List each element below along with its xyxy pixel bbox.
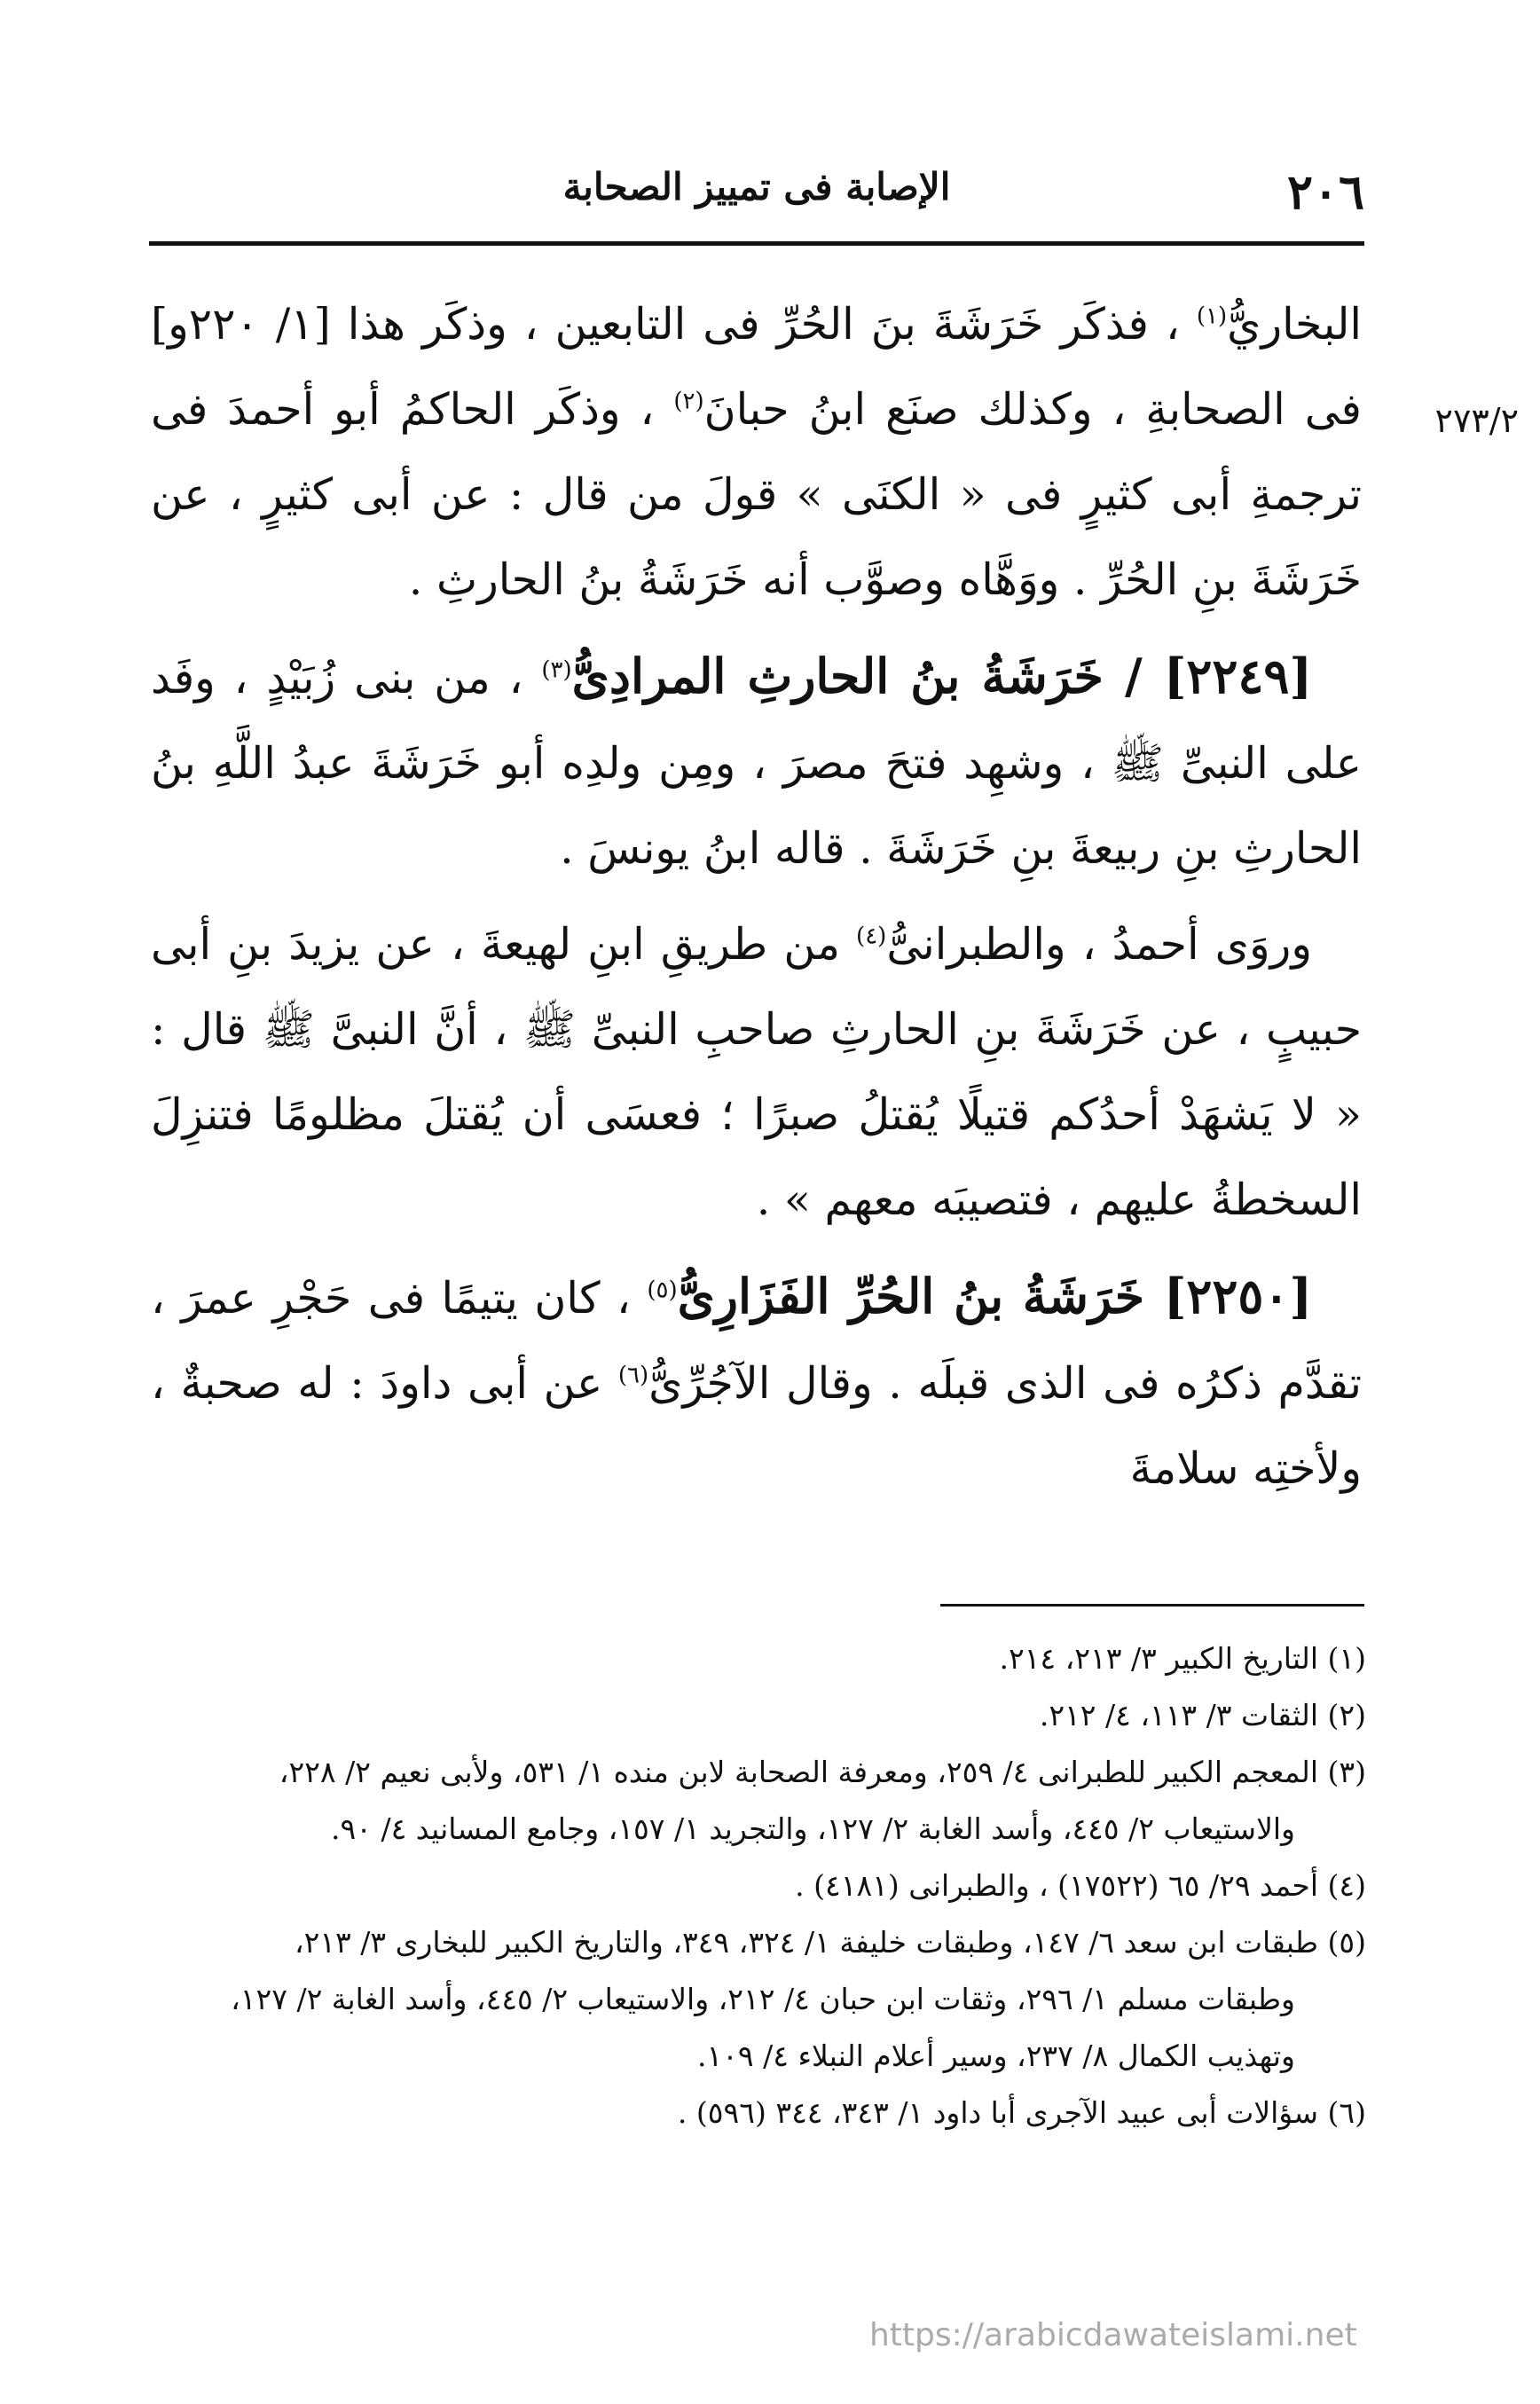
footnote-ref[interactable]: (٤)	[856, 923, 887, 950]
footnote-label: (٦)	[1327, 2095, 1366, 2130]
footnote-text: المعجم الكبير للطبرانى ٤/ ٢٥٩، ومعرفة الصحابة لابن منده ١/ ٥٣١، ولأبى نعيم ٢/ ٢٢٨،	[279, 1755, 1319, 1789]
text-run: ، وذكَر الحاكمُ أبو أحمدَ فى ترجمةِ أبى كثيرٍ فى « الكنَى » قولَ من قال : عن أبى كثيرٍ ، عن خَرَشَةَ بنِ الحُرِّ . ووَهَّاه وصوَّب أنه خَرَشَةُ بنُ الحارثِ .	[151, 384, 1362, 605]
footnote-ref[interactable]: (٦)	[617, 1362, 649, 1389]
footnotes	[151, 1630, 1366, 2141]
page-number: ٢٠٦	[1286, 163, 1364, 220]
footnote-text: وتهذيب الكمال ٨/ ٢٣٧، وسير أعلام النبلاء ٤/ ١٠٩.	[696, 2039, 1295, 2073]
footnote-2	[151, 1687, 1366, 1744]
footnote-4	[151, 1858, 1366, 1914]
footnote-text: وطبقات مسلم ١/ ٢٩٦، وثقات ابن حبان ٤/ ٢١٢، والاستيعاب ٢/ ٤٤٥، وأسد الغابة ٢/ ١٢٧،	[231, 1982, 1295, 2016]
paragraph-3	[151, 902, 1362, 1243]
watermark-url: https://arabicdawateislami.net	[869, 2317, 1357, 2353]
entry-2249	[151, 633, 1362, 892]
text-run: من طريقِ ابنِ لهيعةَ ، عن يزيدَ بنِ أبى حبيبٍ ، عن خَرَشَةَ بنِ الحارثِ صاحبِ النبىِّ ﷺ ، أنَّ النبىَّ ﷺ قال : « لا يَشهَدْ أحدُكم قتيلًا يُقتلُ صبرًا ؛ فعسَى أن يُقتلَ مظلومًا فتنزِلَ السخطةُ عليهم ، فتصيبَه معهم » .	[151, 919, 1362, 1225]
footnote-3	[151, 1744, 1366, 1858]
text-run: البخاريُّ	[1227, 299, 1362, 350]
entry-2250	[151, 1253, 1362, 1512]
paragraph-1	[151, 282, 1362, 623]
text-run: عن أبى داودَ : له صحبةٌ ، ولأختِه سلامةَ	[151, 1358, 1362, 1494]
main-text	[151, 282, 1362, 1522]
footnote-rule	[940, 1604, 1364, 1607]
entry-number: [٢٢٤٩]	[1163, 648, 1312, 704]
footnote-text: أحمد ٢٩/ ٦٥ (١٧٥٢٢) ، والطبرانى (٤١٨١) .	[795, 1868, 1319, 1903]
text-run: ، فذكَر خَرَشَةَ بنَ الحُرِّ فى التابعين ، وذكَر هذا [١/ ٢٢٠و] فى الصحابةِ ، وكذلك صنَع ابنُ حبانَ	[151, 299, 1362, 435]
entry-number: [٢٢٥٠]	[1163, 1268, 1312, 1324]
header-rule	[149, 241, 1364, 246]
footnote-label: (٥)	[1327, 1925, 1366, 1960]
footnote-ref[interactable]: (٥)	[647, 1277, 678, 1304]
footnote-6	[151, 2085, 1366, 2141]
text-run: ، من بنى زُبَيْدٍ ، وفَد على النبىِّ ﷺ ، وشهِد فتحَ مصرَ ، ومِن ولدِه أبو خَرَشَةَ عبدُ اللَّهِ بنُ الحارثِ بنِ ربيعةَ بنِ خَرَشَةَ . قاله ابنُ يونسَ .	[151, 653, 1362, 874]
footnote-label: (١)	[1327, 1641, 1366, 1676]
footnote-label: (٣)	[1327, 1755, 1366, 1789]
margin-note: ٢٧٣/٢	[1434, 401, 1519, 440]
footnote-5	[151, 1914, 1366, 2085]
footnote-text: التاريخ الكبير ٣/ ٢١٣، ٢١٤.	[999, 1641, 1319, 1676]
running-title: الإصابة فى تمييز الصحابة	[562, 165, 951, 208]
footnote-label: (٤)	[1327, 1868, 1366, 1903]
footnote-text: الثقات ٣/ ١١٣، ٤/ ٢١٢.	[1039, 1698, 1319, 1732]
text-run: وروَى أحمدُ ، والطبرانىُّ	[886, 919, 1312, 970]
footnote-text: والاستيعاب ٢/ ٤٤٥، وأسد الغابة ٢/ ١٢٧، والتجريد ١/ ١٥٧، وجامع المسانيد ٤/ ٩٠.	[331, 1811, 1295, 1846]
footnote-ref[interactable]: (١)	[1196, 302, 1228, 330]
footnote-text: سؤالات أبى عبيد الآجرى أبا داود ١/ ٣٤٣، ٣٤٤ (٥٩٦) .	[677, 2095, 1319, 2130]
footnote-label: (٢)	[1327, 1698, 1366, 1732]
footnote-1	[151, 1630, 1366, 1687]
footnote-ref[interactable]: (٣)	[541, 656, 572, 684]
text-run: ، كان يتيمًا فى حَجْرِ عمرَ ، تقدَّم ذكرُه فى الذى قبلَه . وقال الآجُرِّىُّ	[151, 1273, 1362, 1409]
footnote-ref[interactable]: (٢)	[673, 388, 704, 415]
entry-name: / خَرَشَةُ بنُ الحارثِ المرادِىُّ	[571, 648, 1164, 704]
page-header	[149, 156, 1364, 227]
footnote-text: طبقات ابن سعد ٦/ ١٤٧، وطبقات خليفة ١/ ٣٢٤، ٣٤٩، والتاريخ الكبير للبخارى ٣/ ٢١٣،	[294, 1925, 1319, 1960]
entry-name: خَرَشَةُ بنُ الحُرِّ الفَزَارِىُّ	[677, 1268, 1164, 1324]
